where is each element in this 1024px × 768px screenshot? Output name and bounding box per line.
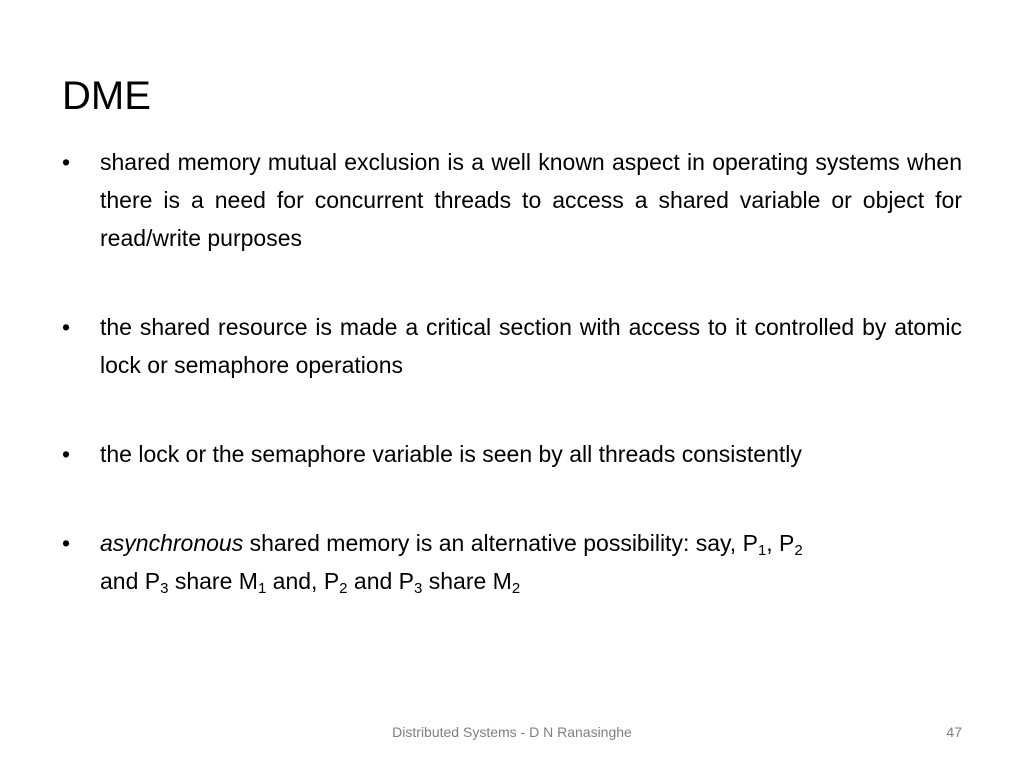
bullet-marker: • — [62, 314, 71, 340]
text-run: shared memory is an alternative possibility: say, P — [249, 530, 758, 556]
bullet-text: the shared resource is made a critical section with access to it controlled by atomic lock or semaphore operations — [100, 314, 962, 378]
footer-text: Distributed Systems - D N Ranasinghe — [392, 724, 632, 740]
subscript: 3 — [160, 580, 169, 597]
text-run: and P — [100, 568, 161, 594]
bullet-marker: • — [62, 530, 71, 556]
bullet-item — [62, 143, 962, 257]
text-run: and P — [347, 568, 415, 594]
emphasis-text: asynchronous — [100, 530, 244, 556]
subscript: 2 — [794, 542, 803, 559]
subscript: 2 — [511, 580, 521, 597]
subscript: 1 — [757, 542, 767, 559]
bullet-item — [62, 435, 962, 473]
text-run: and, P — [266, 568, 340, 594]
text-run: , P — [766, 530, 795, 556]
bullet-text: the lock or the semaphore variable is seen by all threads consistently — [100, 441, 802, 467]
slide-number: 47 — [946, 724, 962, 740]
subscript: 1 — [257, 580, 267, 597]
bullet-marker: • — [62, 441, 71, 467]
bullet-text — [100, 524, 962, 600]
text-run: share M — [168, 568, 258, 594]
text-run: share M — [422, 568, 512, 594]
bullet-marker: • — [62, 149, 71, 175]
slide-title: DME — [62, 74, 151, 118]
bullet-item — [62, 308, 962, 384]
subscript: 2 — [339, 580, 348, 597]
bullet-text: shared memory mutual exclusion is a well known aspect in operating systems when there is a need for concurrent threads to access a shared variable or object for read/write purposes — [100, 149, 962, 251]
subscript: 3 — [414, 580, 423, 597]
bullet-item — [62, 524, 962, 600]
bullet-list — [62, 143, 962, 600]
